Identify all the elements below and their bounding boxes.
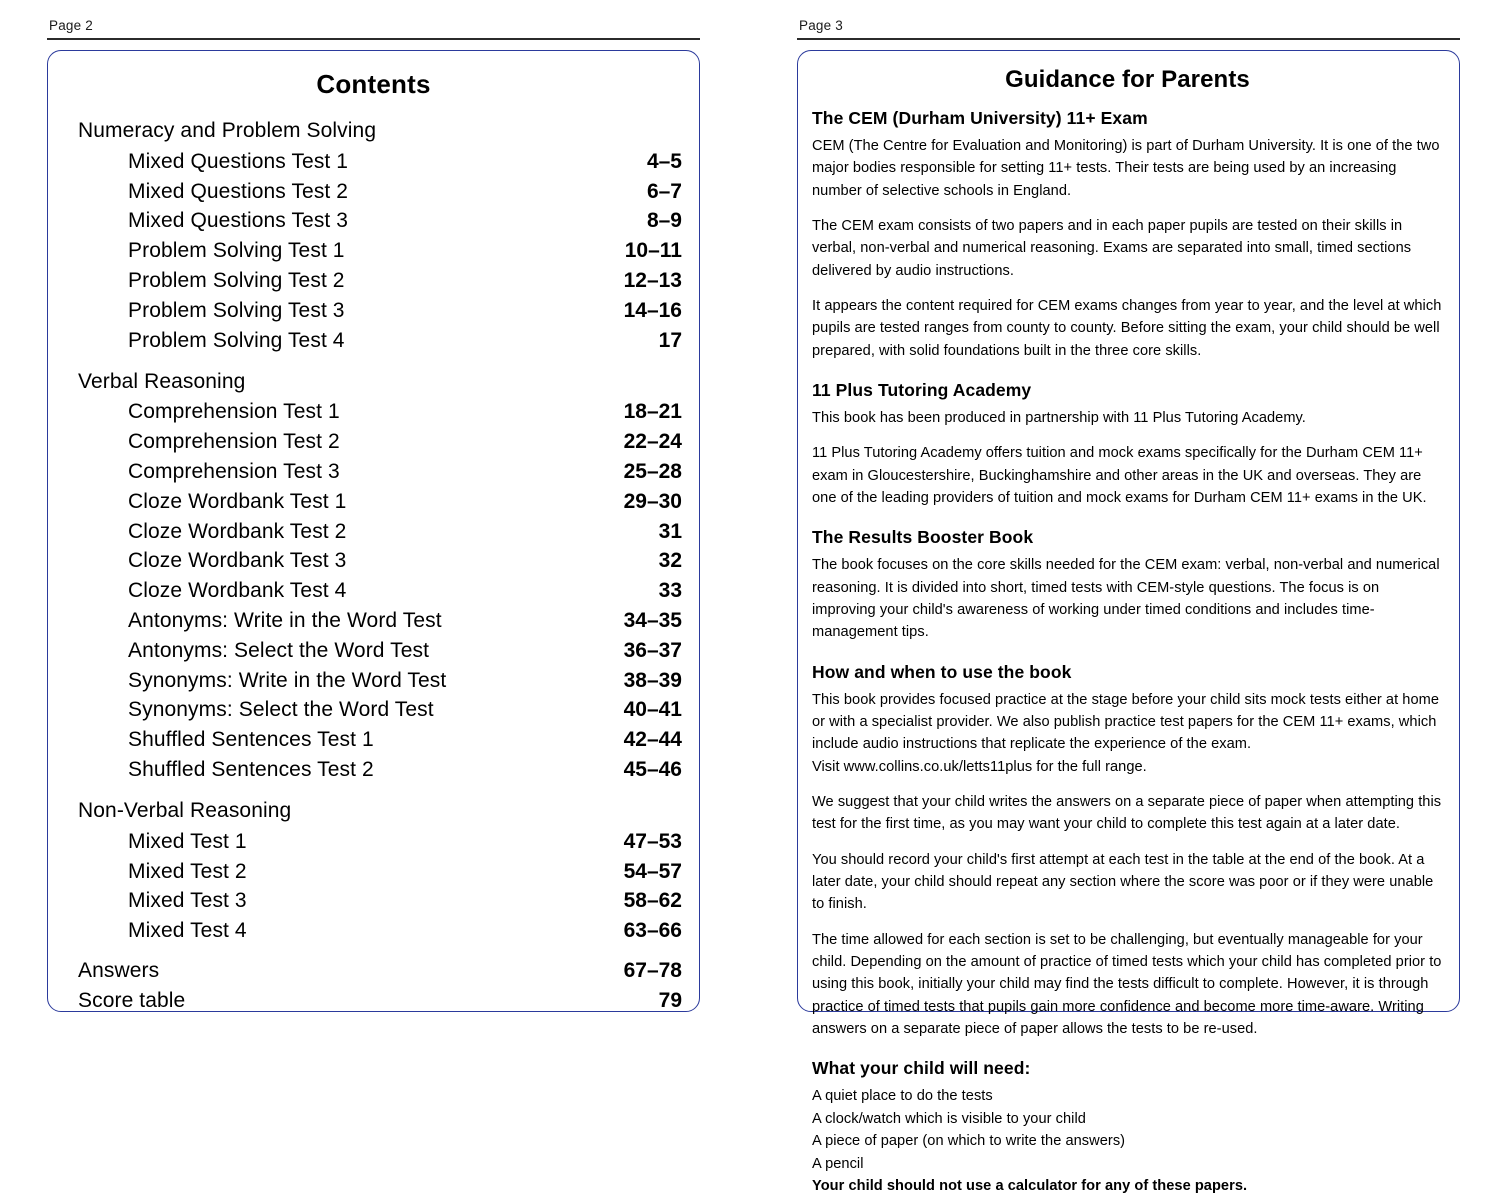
contents-row[interactable] [65, 725, 682, 755]
contents-row-pages: 45–46 [623, 758, 682, 782]
contents-row-pages: 40–41 [623, 698, 682, 722]
needs-list [812, 1085, 1443, 1197]
contents-row-label: Answers [78, 958, 160, 982]
needs-list-note: Your child should not use a calculator for any of these papers. [812, 1178, 1248, 1195]
contents-row-pages: 29–30 [623, 489, 682, 513]
contents-title: Contents [316, 69, 431, 99]
contents-row-pages: 54–57 [623, 859, 682, 883]
contents-row-pages: 38–39 [623, 668, 682, 692]
contents-row[interactable] [65, 986, 682, 1016]
contents-row-pages: 79 [658, 988, 682, 1012]
contents-row-pages: 33 [658, 579, 682, 603]
contents-row-label: Mixed Questions Test 1 [128, 149, 349, 173]
contents-panel [47, 50, 700, 1012]
contents-row[interactable] [65, 427, 682, 457]
heading-tutoring-academy: 11 Plus Tutoring Academy [812, 379, 1032, 400]
paragraph-how-1-visit: Visit www.collins.co.uk/letts11plus for the full range. [812, 758, 1147, 775]
heading-cem-exam: The CEM (Durham University) 11+ Exam [812, 108, 1148, 128]
contents-row[interactable] [65, 487, 682, 517]
heading-what-needed: What your child will need: [812, 1058, 1031, 1079]
contents-row[interactable] [65, 517, 682, 547]
contents-row-pages: 10–11 [624, 239, 682, 263]
contents-row-label: Mixed Test 3 [128, 889, 247, 913]
paragraph-cem-1: CEM (The Centre for Evaluation and Monitoring) is part of Durham University. It is one of the two major bodies responsible for setting 11+ tests. Their tests are being used by an increasing number of selective schools in England. [812, 138, 1440, 199]
contents-section-heading: Non-Verbal Reasoning [78, 798, 292, 822]
contents-row[interactable] [65, 326, 682, 356]
guidance-title: Guidance for Parents [1005, 66, 1250, 93]
contents-row-label: Shuffled Sentences Test 2 [128, 758, 374, 782]
contents-row-pages: 14–16 [623, 298, 682, 322]
paragraph-how-2: We suggest that your child writes the answers on a separate piece of paper when attempting this test for the first time, as you may want your child to complete this test again at a later date. [812, 793, 1442, 833]
paragraph-academy-2: 11 Plus Tutoring Academy offers tuition and mock exams specifically for the Durham CEM 11+ exam in Gloucestershire, Buckinghamshire and other areas in the UK and overseas. They are one of the leading providers of tuition and mock exams for Durham CEM 11+ exams in the UK. [812, 445, 1427, 506]
contents-row-pages: 67–78 [623, 958, 682, 982]
contents-row-pages: 32 [658, 549, 682, 573]
contents-row-pages: 36–37 [623, 638, 682, 662]
contents-row-pages: 63–66 [623, 919, 682, 943]
contents-row-pages: 34–35 [623, 609, 682, 632]
contents-row-pages: 8–9 [646, 209, 682, 233]
needs-list-item: A pencil [812, 1155, 864, 1172]
heading-results-booster: The Results Booster Book [812, 527, 1034, 548]
contents-row-label: Problem Solving Test 1 [128, 239, 345, 263]
right-page-label: Page 3 [799, 18, 843, 33]
contents-row[interactable] [65, 457, 682, 487]
paragraph-how-1 [812, 689, 1443, 778]
contents-row-label: Mixed Test 4 [128, 919, 247, 943]
right-header-rule [797, 38, 1460, 40]
contents-row-pages: 18–21 [623, 400, 682, 424]
contents-row[interactable] [65, 666, 682, 696]
heading-how-and-when: How and when to use the book [812, 661, 1072, 682]
contents-row[interactable] [65, 266, 682, 296]
contents-row-label: Comprehension Test 1 [128, 400, 340, 424]
contents-row-label: Mixed Questions Test 3 [128, 209, 349, 233]
contents-section-heading: Verbal Reasoning [78, 369, 246, 393]
paragraph-how-1-text: This book provides focused practice at the stage before your child sits mock tests either at home or with a specialist provider. We also publish practice test papers for the CEM 11+ exams, which include audio instructions that replicate the experience of the exam. [812, 691, 1440, 753]
contents-row-label: Antonyms: Write in the Word Test [128, 609, 442, 632]
contents-row-pages: 47–53 [623, 829, 682, 853]
contents-row-label: Antonyms: Select the Word Test [128, 638, 430, 662]
contents-row[interactable] [65, 546, 682, 576]
paragraph-academy-1: This book has been produced in partnership with 11 Plus Tutoring Academy. [812, 409, 1306, 426]
contents-row-label: Synonyms: Write in the Word Test [128, 668, 447, 692]
contents-list [65, 116, 682, 1016]
contents-row-label: Synonyms: Select the Word Test [128, 698, 434, 722]
needs-list-item: A clock/watch which is visible to your child [812, 1110, 1086, 1127]
contents-row[interactable] [65, 916, 682, 946]
contents-row[interactable] [65, 636, 682, 666]
contents-row-pages: 17 [658, 328, 682, 352]
contents-row[interactable] [65, 755, 682, 785]
contents-row-pages: 58–62 [623, 889, 682, 913]
needs-list-item: A piece of paper (on which to write the answers) [812, 1133, 1126, 1150]
paragraph-cem-2: The CEM exam consists of two papers and in each paper pupils are tested on their skills in verbal, non-verbal and numerical reasoning. Exams are separated into small, timed sections delivered by audio instructions. [812, 217, 1412, 279]
contents-row[interactable] [65, 956, 682, 986]
contents-row[interactable] [65, 296, 682, 326]
contents-row-label: Comprehension Test 3 [128, 459, 340, 483]
contents-row-label: Cloze Wordbank Test 3 [128, 549, 347, 573]
contents-row-label: Mixed Questions Test 2 [128, 179, 349, 203]
contents-row[interactable] [65, 206, 682, 236]
guidance-panel [797, 50, 1460, 1195]
contents-row-label: Problem Solving Test 2 [128, 269, 345, 293]
contents-row[interactable] [65, 886, 682, 916]
contents-row[interactable] [65, 695, 682, 725]
contents-row[interactable] [65, 177, 682, 207]
contents-row[interactable] [65, 606, 682, 636]
contents-row-pages: 22–24 [623, 430, 682, 454]
left-page [0, 0, 750, 1061]
contents-row[interactable] [65, 147, 682, 177]
contents-row-pages: 25–28 [623, 459, 682, 483]
contents-row[interactable] [65, 236, 682, 266]
contents-row[interactable] [65, 827, 682, 857]
contents-row-label: Cloze Wordbank Test 2 [128, 519, 347, 543]
contents-row-pages: 12–13 [623, 269, 682, 293]
contents-row-label: Mixed Test 2 [128, 859, 247, 883]
contents-row-label: Comprehension Test 2 [128, 430, 340, 454]
contents-row-label: Cloze Wordbank Test 1 [128, 489, 347, 513]
contents-section-gap [65, 356, 682, 367]
contents-row-label: Score table [78, 988, 186, 1012]
contents-section-heading: Numeracy and Problem Solving [78, 119, 377, 142]
needs-list-item: A quiet place to do the tests [812, 1088, 993, 1105]
contents-row[interactable] [65, 857, 682, 887]
contents-row-pages: 42–44 [623, 728, 682, 752]
contents-row-pages: 6–7 [646, 179, 682, 203]
paragraph-booster-1: The book focuses on the core skills needed for the CEM exam: verbal, non-verbal and numerical reasoning. It is divided into short, timed tests with CEM-style questions. The focus is on improving your child's awareness of working under timed conditions and includes time-management tips. [812, 557, 1440, 641]
paragraph-how-3: You should record your child's first attempt at each test in the table at the end of the book. At a later date, your child should repeat any section where the score was poor or if they were unable to finish. [812, 851, 1434, 913]
contents-row-label: Mixed Test 1 [128, 829, 247, 853]
contents-row[interactable] [65, 576, 682, 606]
paragraph-how-4: The time allowed for each section is set to be challenging, but eventually manageable for your child. Depending on the amount of practice of timed tests which your child has completed prior to using this book, initially your child may find the tests difficult to complete. However, it is through practice of timed tests that pupils gain more confidence and become more time-aware. Writing answers on a separate piece of paper allows the tests to be re-used. [812, 931, 1442, 1037]
contents-section-gap [65, 785, 682, 796]
contents-row-label: Shuffled Sentences Test 1 [128, 728, 374, 752]
contents-row-label: Problem Solving Test 3 [128, 298, 345, 322]
right-page [750, 0, 1500, 1195]
left-page-label: Page 2 [49, 18, 93, 33]
contents-row-pages: 31 [658, 519, 682, 543]
contents-row-pages: 4–5 [646, 149, 682, 173]
contents-row[interactable] [65, 397, 682, 427]
contents-end-gap [65, 946, 682, 956]
left-header-rule [47, 38, 700, 40]
contents-row-label: Cloze Wordbank Test 4 [128, 579, 347, 603]
paragraph-cem-3: It appears the content required for CEM exams changes from year to year, and the level at which pupils are tested ranges from county to county. Before sitting the exam, your child should be well prepared, with solid foundations built in the three core skills. [812, 297, 1442, 359]
contents-row-label: Problem Solving Test 4 [128, 328, 345, 352]
